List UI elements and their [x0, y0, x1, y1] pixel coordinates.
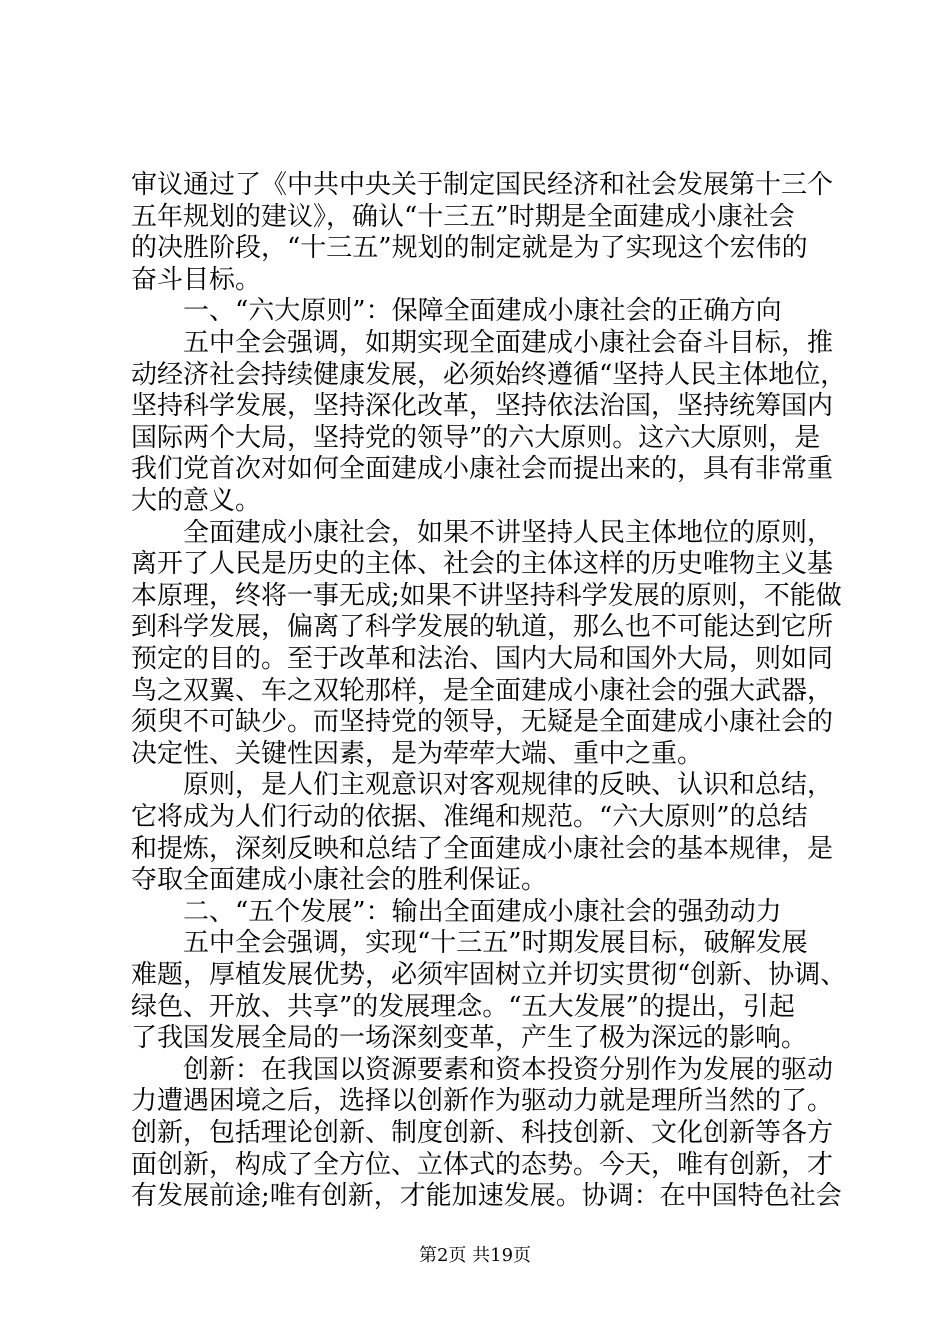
text-line: 本原理，终将一事无成;如果不讲坚持科学发展的原则，不能做: [131, 580, 842, 611]
text-line: 五中全会强调，如期实现全面建成小康社会奋斗目标，推: [183, 328, 834, 358]
text-line: 我们党首次对如何全面建成小康社会而提出来的，具有非常重: [131, 454, 834, 485]
text-line: 夺取全面建成小康社会的胜利保证。: [131, 865, 548, 896]
text-line: 动经济社会持续健康发展，必须始终遵循“坚持人民主体地位，: [131, 359, 847, 390]
text-line: 创新：在我国以资源要素和资本投资分别作为发展的驱动: [183, 1054, 834, 1085]
text-line: 创新，包括理论创新、制度创新、科技创新、文化创新等各方: [131, 1118, 834, 1148]
text-line: 力遭遇困境之后，选择以创新作为驱动力就是理所当然的了。: [131, 1086, 834, 1117]
text-line: 鸟之双翼、车之双轮那样，是全面建成小康社会的强大武器，: [131, 675, 834, 706]
text-line: 绿色、开放、共享”的发展理念。“五大发展”的提出，引起: [131, 991, 795, 1022]
section-heading: 一、“六大原则”：保障全面建成小康社会的正确方向: [183, 296, 782, 327]
text-line: 须臾不可缺少。而坚持党的领导，无疑是全面建成小康社会的: [131, 707, 834, 738]
page-footer: 第2页 共19页: [418, 1245, 532, 1266]
text-line: 了我国发展全局的一场深刻变革，产生了极为深远的影响。: [131, 1023, 808, 1054]
text-line: 原则，是人们主观意识对客观规律的反映、认识和总结，: [183, 770, 834, 801]
text-line: 坚持科学发展，坚持深化改革，坚持依法治国，坚持统筹国内: [131, 391, 834, 422]
text-line: 全面建成小康社会，如果不讲坚持人民主体地位的原则，: [183, 517, 834, 548]
text-line: 到科学发展，偏离了科学发展的轨道，那么也不可能达到它所: [131, 612, 834, 643]
text-line: 预定的目的。至于改革和法治、国内大局和国外大局，则如同: [131, 644, 834, 674]
text-line: 和提炼，深刻反映和总结了全面建成小康社会的基本规律，是: [131, 833, 834, 864]
text-line: 离开了人民是历史的主体、社会的主体这样的历史唯物主义基: [131, 549, 834, 580]
text-line: 的决胜阶段，“十三五”规划的制定就是为了实现这个宏伟的: [131, 233, 808, 264]
text-line: 五中全会强调，实现“十三五”时期发展目标，破解发展: [183, 928, 808, 959]
text-line: 面创新，构成了全方位、立体式的态势。今天，唯有创新，才: [131, 1149, 834, 1180]
text-line: 难题，厚植发展优势，必须牢固树立并切实贯彻“创新、协调、: [131, 960, 847, 990]
text-line: 有发展前途;唯有创新，才能加速发展。协调：在中国特色社会: [131, 1181, 842, 1212]
text-line: 决定性、关键性因素，是为荦荦大端、重中之重。: [131, 738, 704, 769]
text-line: 审议通过了《中共中央关于制定国民经济和社会发展第十三个: [131, 170, 834, 200]
text-line: 国际两个大局，坚持党的领导”的六大原则。这六大原则，是: [131, 422, 821, 453]
section-heading: 二、“五个发展”：输出全面建成小康社会的强劲动力: [183, 896, 782, 927]
text-line: 大的意义。: [131, 486, 262, 516]
text-line: 五年规划的建议》，确认“十三五”时期是全面建成小康社会: [131, 201, 795, 232]
text-line: 奋斗目标。: [131, 264, 262, 295]
text-line: 它将成为人们行动的依据、准绳和规范。“六大原则”的总结: [131, 802, 808, 832]
